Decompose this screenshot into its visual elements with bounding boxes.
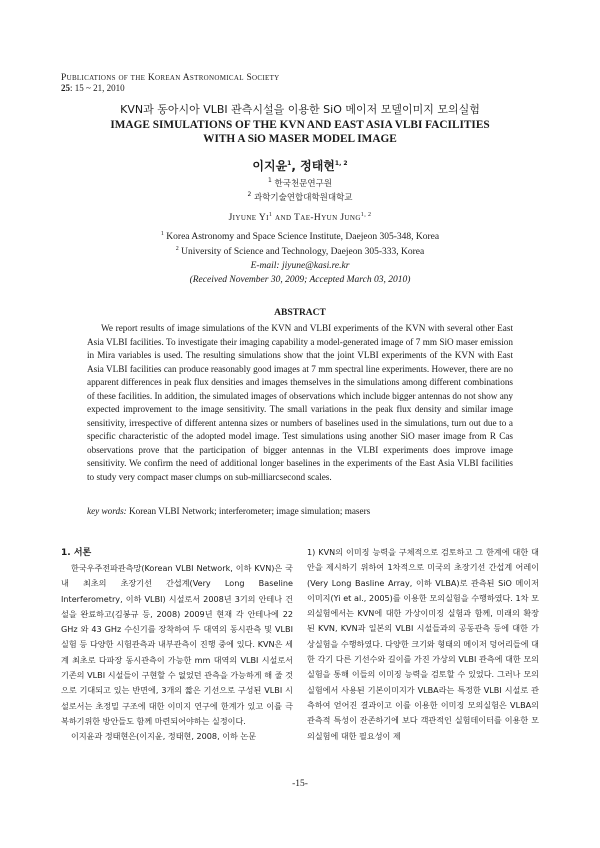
english-title-line1: IMAGE SIMULATIONS OF THE KVN AND EAST ASIA VLBI FACILITIES — [110, 119, 490, 131]
english-affiliation-2 — [0, 246, 600, 257]
korean-affil2-sup: 2 — [247, 191, 252, 199]
intro-paragraph-2: 이지윤과 정태현은(이지윤, 정태현, 2008, 이하 논문 — [71, 731, 257, 742]
english-affil1-text: Korea Astronomy and Space Science Institute, Daejeon 305-348, Korea — [166, 232, 440, 243]
section-heading-intro: 1. 서론 — [61, 548, 92, 558]
keywords — [87, 506, 513, 516]
volume-info — [61, 83, 125, 93]
english-authors — [0, 212, 600, 223]
english-affil1-sup: 1 — [160, 231, 164, 237]
author-email: E-mail: jiyune@kasi.re.kr — [250, 261, 350, 271]
keywords-text: Korean VLBI Network; interferometer; image simulation; masers — [126, 506, 371, 516]
received-dates: (Received November 30, 2009; Accepted March 03, 2010) — [189, 275, 411, 285]
english-title — [0, 118, 600, 146]
korean-authors — [0, 157, 600, 174]
author2-korean: 정태현 — [300, 159, 335, 173]
korean-title: KVN과 동아시아 VLBI 관측시설을 이용한 SiO 메이저 모델이미지 모의실험 — [120, 103, 480, 116]
intro-paragraph-continued: 1) KVN의 이미징 능력을 구체적으로 검토하고 그 한계에 대한 대안을 제시하기 위하여 1차적으로 미국의 초장기선 간섭계 어레이(Very Long Basline Array, 이하 VLBA)로 관측된 SiO 메이저 이미지(Yi et al., 2005)를 이용한 모의실험을 수행하였다. 1차 모의실험에서는 KVN에 대한 가상이미징 실험과 함께, 미래의 확장된 KVN, KVN과 일본의 VLBI 시설들과의 공동관측 등에 대한 가상실험을 수행하였다. 다양한 크기와 형태의 메이저 덩어리들에 대한 각기 다른 기선수와 길이를 가진 가상의 VLBI 관측에 대한 모의실험을 통해 이들의 이미징 능력을 검토할 수 있었다. 그러나 모의실험에서 사용된 기본이미지가 VLBA라는 특정한 VLBI 시설로 관측하여 얻어진 결과이고 이를 이용한 이미징 모의실험은 VLBA의 관측적 특성이 잔존하기에 보다 객관적인 실험데이터를 이용한 모의실험에 대한 필요성이 제 — [307, 547, 539, 741]
korean-affiliation-1 — [0, 177, 600, 189]
english-affil2-text: University of Science and Technology, Daejeon 305-333, Korea — [181, 247, 425, 258]
korean-affil1-text: 한국천문연구원 — [274, 179, 332, 189]
abstract-heading: ABSTRACT — [274, 308, 326, 318]
left-column — [61, 561, 293, 745]
author1-english-sup: 1 — [268, 212, 273, 218]
author2-korean-sup: 1, 2 — [334, 160, 348, 167]
korean-affiliation-2 — [0, 191, 600, 203]
page-number: -15- — [292, 779, 308, 789]
english-title-line2: WITH A SiO MASER MODEL IMAGE — [203, 133, 397, 145]
volume-pages: : 15 ~ 21, 2010 — [70, 83, 125, 93]
author2-english-sup: 1, 2 — [360, 212, 372, 218]
abstract-text: We report results of image simulations of the KVN and VLBI experiments of the KVN with several other East Asia VLBI facilities. To investigate their imaging capability a model-generated image of 7 mm SiO maser emission in Mira variables is used. The resulting simulations show that the joint VLBI experiments of the KVN with East Asia VLBI facilities can produce reasonably good images at 7 mm spectral line experiments. However, there are no apparent differences in peak flux densities and images themselves in the simulations among different combinations of these facilities. In addition, the simulated images of observations which include bigger antennas do not show any expected improvement to the image sensitivity. The small variations in the peak flux density and similar image sensitivity, irrespective of different antenna sizes or numbers of baselines used in the simulations, turn out due to a specific characteristic of the adopted model image. Test simulations using another SiO maser image from R Cas observations prove that the participation of bigger antennas in the VLBI experiments does improve image sensitivity. We confirm the need of additional longer baselines in the experiments of the East Asia VLBI facilities to study very compact maser clumps on sub-milliarcsecond scales. — [87, 323, 513, 482]
korean-affil1-sup: 1 — [267, 177, 272, 185]
journal-name — [61, 72, 280, 83]
author2-english: Tae-Hyun Jung — [294, 213, 361, 224]
author1-korean-sup: 1 — [287, 160, 292, 167]
keywords-label: key words: — [87, 506, 127, 516]
author1-english: Jiyune Yi — [228, 213, 269, 224]
korean-affil2-text: 과학기술연합대학원대학교 — [253, 193, 353, 203]
volume-number: 25 — [61, 83, 70, 93]
author1-korean: 이지윤 — [252, 159, 288, 173]
right-column — [307, 545, 539, 744]
english-affil2-sup: 2 — [175, 246, 179, 252]
intro-paragraph-1: 한국우주전파관측망(Korean VLBI Network, 이하 KVN)은 국내 최초의 초장기선 간섭계(Very Long Baseline Interferometry, 이하 VLBI) 시설로서 2008년 3기의 안테나 건설을 완료하고(김봉규 등, 2008) 2009년 현재 각 안테나에 22 GHz 와 43 GHz 수신기를 장착하여 두 대역의 동시관측 및 VLBI 실험 등 다양한 시험관측과 내부관측이 진행 중에 있다. KVN은 세계 최초로 다파장 동시관측이 가능한 mm 대역의 VLBI 시설로서 기존의 VLBI 시설들이 구현할 수 없었던 관측을 가능하게 해 줄 것으로 기대되고 있는 반면에, 3개의 짧은 기선으로 구성된 VLBI 시설로서는 초정밀 구조에 대한 이미지 연구에 한계가 있고 이를 극복하기위한 방안들도 함께 마련되어야하는 실정이다. — [61, 563, 293, 726]
author-separator: , — [291, 159, 301, 173]
english-affiliation-1 — [0, 231, 600, 242]
journal-name-text: Publications of the Korean Astronomical Society — [61, 73, 280, 83]
author-and: and — [272, 213, 295, 224]
